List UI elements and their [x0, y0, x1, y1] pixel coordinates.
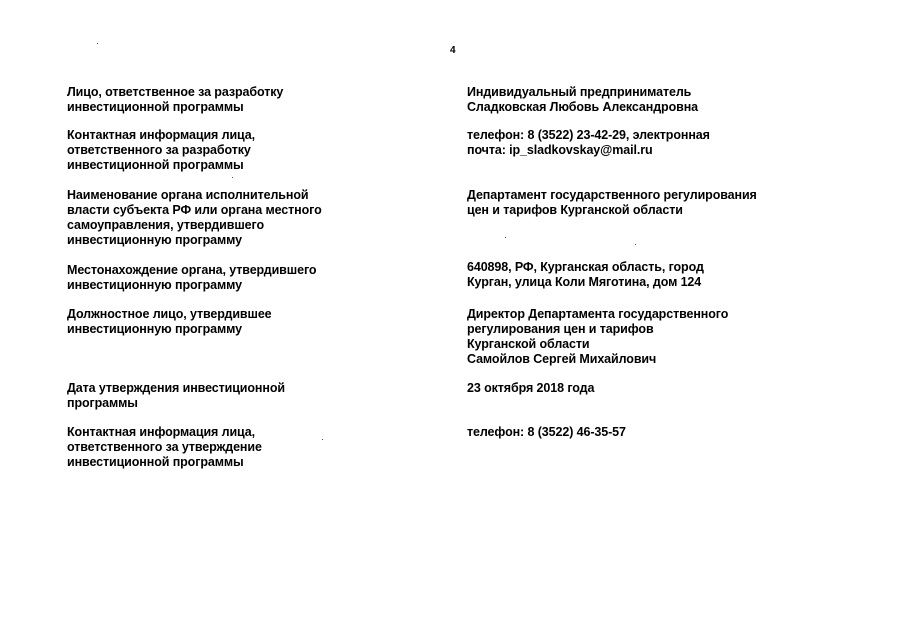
label-approval-date: Дата утверждения инвестиционной программы: [67, 381, 285, 410]
scan-speck: [505, 237, 506, 238]
scan-speck: [232, 177, 233, 178]
label-approving-authority: Наименование органа исполнительной власти субъекта РФ или органа местного самоуправления, утвердившего инвестиционную программу: [67, 188, 322, 247]
label-authority-location: Местонахождение органа, утвердившего инвестиционную программу: [67, 263, 317, 292]
page-number: 4: [450, 45, 456, 56]
scan-speck: [322, 439, 323, 440]
value-authority-location: 640898, РФ, Курганская область, город Курган, улица Коли Мяготина, дом 124: [467, 260, 704, 289]
value-approving-authority: Департамент государственного регулирования цен и тарифов Курганской области: [467, 188, 757, 217]
label-approver-contact: Контактная информация лица, ответственного за утверждение инвестиционной программы: [67, 425, 262, 469]
label-developer-contact: Контактная информация лица, ответственного за разработку инвестиционной программы: [67, 128, 256, 172]
label-developer: Лицо, ответственное за разработку инвестиционной программы: [67, 85, 284, 114]
label-approving-official: Должностное лицо, утвердившее инвестиционную программу: [67, 307, 272, 336]
value-approving-official: Директор Департамента государственного регулирования цен и тарифов Курганской области Самойлов Сергей Михайлович: [467, 307, 729, 366]
value-developer: Индивидуальный предприниматель Сладковская Любовь Александровна: [467, 85, 699, 114]
value-approver-contact: телефон: 8 (3522) 46-35-57: [467, 425, 626, 439]
scan-speck: [97, 43, 98, 44]
scan-speck: [635, 244, 636, 245]
value-approval-date: 23 октября 2018 года: [467, 381, 595, 395]
value-developer-contact: телефон: 8 (3522) 23-42-29, электронная почта: ip_sladkovskay@mail.ru: [467, 128, 710, 157]
